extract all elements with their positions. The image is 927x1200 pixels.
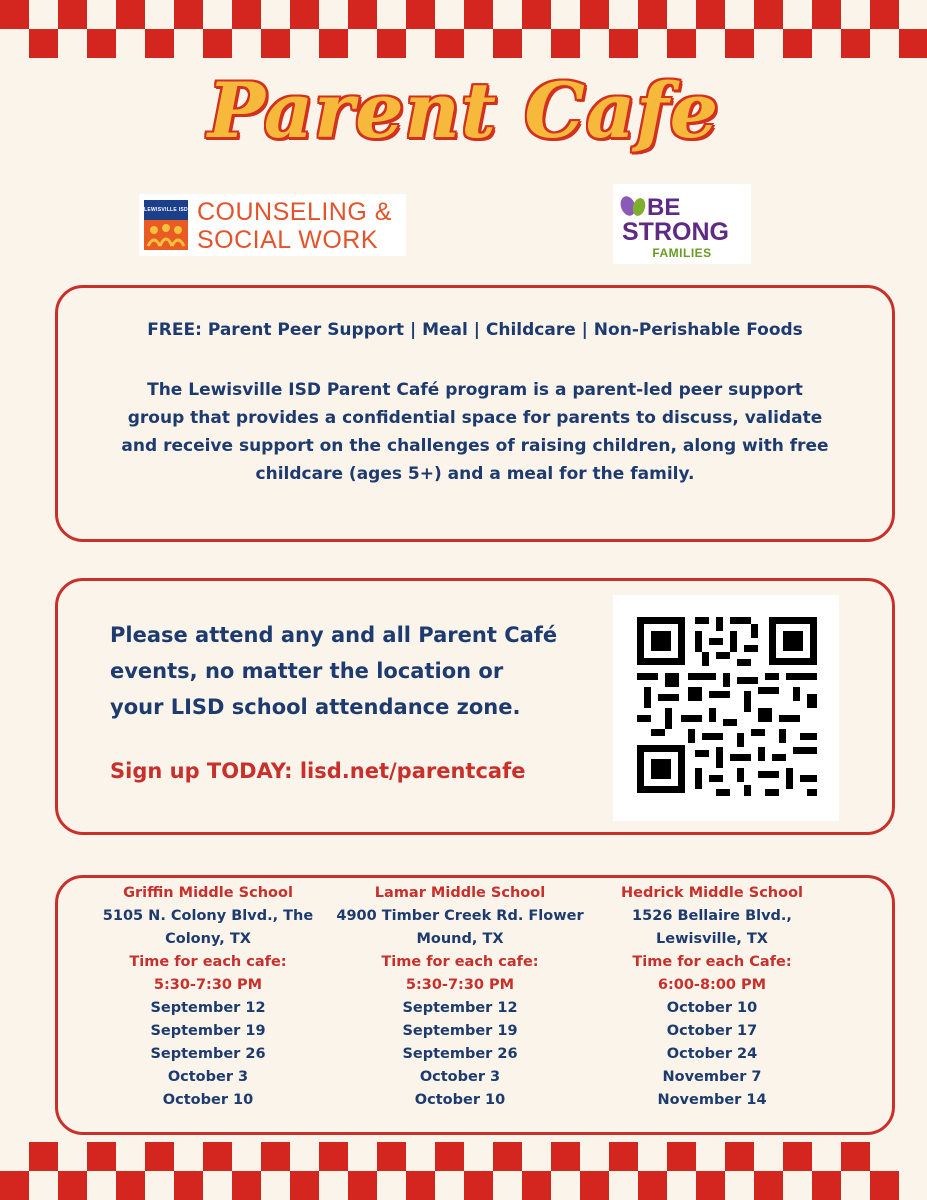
info-box [55,285,895,542]
schedule-box [55,875,895,1135]
school-address-line1: 1526 Bellaire Blvd., [632,908,792,924]
school-name: Lamar Middle School [374,885,546,901]
date-item: October 10 [666,1000,758,1016]
school-address-line2: Mound, TX [416,931,504,947]
date-item: October 3 [167,1069,249,1085]
school-name: Hedrick Middle School [620,885,804,901]
date-item: September 19 [402,1023,518,1039]
date-item: October 24 [666,1046,758,1062]
attend-message: Please attend any and all Parent Café events, no matter the location or your LISD school attendance zone. [110,623,558,719]
school-column-hedrick [582,882,842,1112]
be-strong-line1: BE [647,194,681,221]
checker-border-top [0,0,927,58]
time-range: 5:30-7:30 PM [153,977,263,993]
school-address-line2: Colony, TX [165,931,251,947]
date-item: October 3 [419,1069,501,1085]
school-name: Griffin Middle School [123,885,293,901]
school-address-line1: 5105 N. Colony Blvd., The [102,908,314,924]
time-label: Time for each Cafe: [632,954,792,970]
school-column-griffin [78,882,338,1112]
lisd-logo-line1: COUNSELING & [197,198,392,226]
time-range: 5:30-7:30 PM [405,977,515,993]
date-item: September 19 [150,1023,266,1039]
school-column-lamar [330,882,590,1112]
lisd-counseling-logo [139,194,406,256]
date-item: September 12 [402,1000,518,1016]
qr-code[interactable] [613,595,839,821]
free-offerings-line: FREE: Parent Peer Support | Meal | Childcare | Non-Perishable Foods [147,320,803,340]
signup-link[interactable]: Sign up TODAY: lisd.net/parentcafe [110,759,526,783]
lisd-mark-icon: LEWISVILLE ISD [144,200,188,250]
time-label: Time for each cafe: [129,954,287,970]
be-strong-line3: FAMILIES [652,246,712,260]
date-item: November 7 [662,1069,762,1085]
be-strong-line2: STRONG [622,218,729,246]
time-label: Time for each cafe: [381,954,539,970]
date-item: November 14 [657,1092,767,1108]
date-item: October 17 [666,1023,758,1039]
school-address-line2: Lewisville, TX [656,931,768,947]
lisd-logo-line2: SOCIAL WORK [197,226,378,254]
date-item: October 10 [414,1092,506,1108]
date-item: September 26 [402,1046,518,1062]
date-item: September 12 [150,1000,266,1016]
page-title: Parent Cafe [207,66,720,155]
program-description: The Lewisville ISD Parent Café program is a parent-led peer support group that provides a confidential space for parents to discuss, validate and receive support on the challenges of raising children, along with free childcare (ages 5+) and a meal for the family. [121,380,829,484]
checker-border-bottom [0,1142,927,1200]
date-item: September 26 [150,1046,266,1062]
time-range: 6:00-8:00 PM [657,977,767,993]
date-item: October 10 [162,1092,254,1108]
school-address-line1: 4900 Timber Creek Rd. Flower [336,908,584,924]
be-strong-families-logo [613,184,751,264]
